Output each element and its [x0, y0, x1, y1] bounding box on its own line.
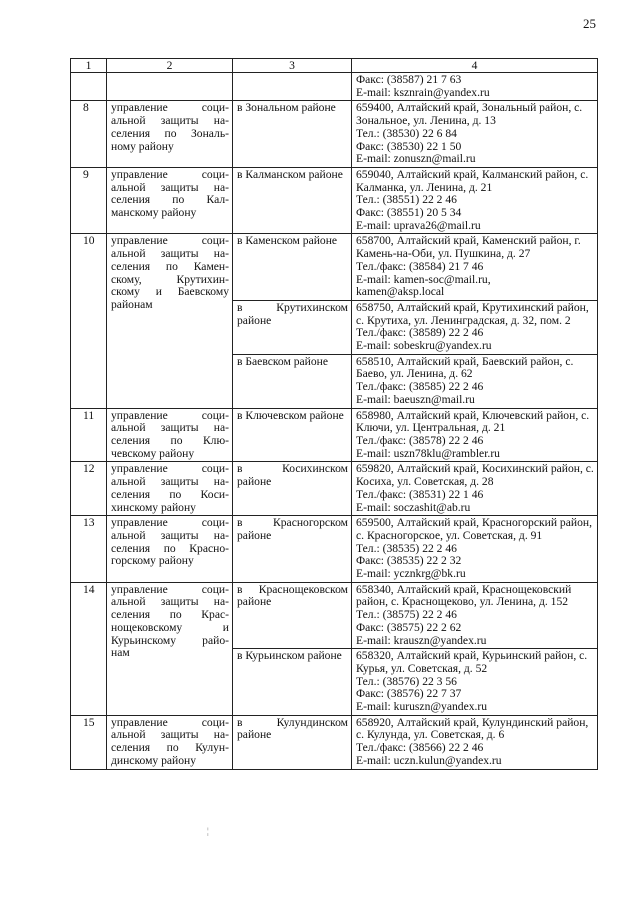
district-name: в Красногорском районе [233, 516, 352, 583]
contact-line: Факс: (38575) 22 2 62 [356, 620, 462, 634]
agency-name [107, 462, 233, 516]
district-name: в Краснощековском районе [233, 582, 352, 649]
district-name: в Кулундинском районе [233, 715, 352, 769]
agency-line: ному району [111, 139, 174, 153]
row-number: 8 [71, 101, 107, 168]
agency-line: альной защиты на- [111, 247, 229, 261]
agency-line: альной защиты на- [111, 528, 229, 542]
district-name: в Зональном районе [233, 101, 352, 168]
agency-line: селения по Красно- [111, 541, 229, 555]
contact-info [352, 649, 598, 716]
district-name: в Калманском районе [233, 167, 352, 234]
contact-line: Тел.: (38576) 22 3 56 [356, 674, 457, 688]
row-number: 13 [71, 516, 107, 583]
agency-line: управление соци- [111, 408, 229, 422]
table-row [71, 462, 598, 516]
contact-line: Факс: (38551) 20 5 34 [356, 206, 462, 220]
table-row [71, 167, 598, 234]
contact-line: E-mail: uprava26@mail.ru [356, 218, 481, 232]
agency-name [107, 582, 233, 715]
contact-line: E-mail: ycznkrg@bk.ru [356, 567, 466, 581]
contact-line: E-mail: sobeskru@yandex.ru [356, 339, 492, 353]
agency-line: альной защиты на- [111, 180, 229, 194]
district-name: в Крутихинском районе [233, 300, 352, 354]
contact-line: Тел./факс: (38531) 22 1 46 [356, 487, 484, 501]
row-number: 12 [71, 462, 107, 516]
contact-info [352, 462, 598, 516]
column-number: 1 [71, 59, 107, 73]
table-row [71, 715, 598, 769]
agency-line: управление соци- [111, 715, 229, 729]
agency-name [107, 73, 233, 101]
agency-line: Курьинскому райо- [111, 633, 229, 647]
agency-line: горскому району [111, 554, 194, 568]
contact-line: Факс: (38587) 21 7 63 [356, 73, 462, 86]
row-number: 11 [71, 408, 107, 462]
agency-line: манскому району [111, 206, 197, 220]
contact-line: Факс: (38576) 22 7 37 [356, 687, 462, 701]
agency-line: селения по Коси- [111, 487, 229, 501]
contact-line: Тел./факс: (38584) 21 7 46 [356, 259, 484, 273]
contact-line: E-mail: uszn78klu@rambler.ru [356, 446, 500, 460]
district-name [233, 73, 352, 101]
column-number: 2 [107, 59, 233, 73]
contact-info [352, 300, 598, 354]
contact-info [352, 234, 598, 301]
agency-line: селения по Камен- [111, 259, 229, 273]
agency-line: селения по Кал- [111, 193, 229, 207]
agency-line: селения по Зональ- [111, 126, 229, 140]
contact-line: Тел.: (38575) 22 2 46 [356, 608, 457, 622]
row-number: 14 [71, 582, 107, 715]
contact-line: E-mail: uczn.kulun@yandex.ru [356, 753, 502, 767]
agency-line: скому, Крутихин- [111, 272, 229, 286]
contact-line: E-mail: soczashit@ab.ru [356, 500, 471, 514]
contact-line: 658340, Алтайский край, Краснощековский район, с. Краснощеково, ул. Ленина, д. 152 [356, 582, 572, 609]
contact-line: Тел./факс: (38589) 22 2 46 [356, 326, 484, 340]
page-number: 25 [583, 16, 596, 31]
table-row [71, 101, 598, 168]
agency-line: управление соци- [111, 167, 229, 181]
contact-info [352, 582, 598, 649]
district-name: в Косихинском районе [233, 462, 352, 516]
contact-line: Факс: (38535) 22 2 32 [356, 554, 462, 568]
contact-info [352, 73, 598, 101]
contact-line: E-mail: baeuszn@mail.ru [356, 392, 475, 406]
contact-line: Тел./факс: (38585) 22 2 46 [356, 380, 484, 394]
table-row [71, 582, 598, 649]
district-name: в Ключевском районе [233, 408, 352, 462]
agency-line: нощековскому и [111, 620, 229, 634]
row-number [71, 73, 107, 101]
agency-line: альной защиты на- [111, 421, 229, 435]
table-row [71, 408, 598, 462]
contact-line: E-mail: zonuszn@mail.ru [356, 152, 476, 166]
agency-line: управление соци- [111, 101, 229, 115]
agency-name [107, 715, 233, 769]
agency-line: районам [111, 297, 153, 311]
district-name: в Курьинском районе [233, 649, 352, 716]
district-name: в Каменском районе [233, 234, 352, 301]
agency-line: управление соци- [111, 462, 229, 476]
contact-info [352, 408, 598, 462]
agency-line: альной защиты на- [111, 728, 229, 742]
contact-line: E-mail: krauszn@yandex.ru [356, 633, 487, 647]
contact-line: 658320, Алтайский край, Курьинский район, с. Курья, ул. Советская, д. 52 [356, 649, 588, 675]
column-number-row [71, 59, 598, 73]
contact-line: 658980, Алтайский край, Ключевский район, с. Ключи, ул. Центральная, д. 21 [356, 408, 590, 435]
district-name: в Баевском районе [233, 354, 352, 408]
scan-mark: ¦ [207, 826, 209, 836]
agency-name [107, 234, 233, 408]
agency-line: управление соци- [111, 582, 229, 596]
agency-line: альной защиты на- [111, 475, 229, 489]
column-number: 4 [352, 59, 598, 73]
social-protection-offices-table [70, 58, 598, 770]
contact-line: kamen@aksp.local [356, 285, 445, 299]
contact-info [352, 167, 598, 234]
table-row [71, 516, 598, 583]
contact-info [352, 101, 598, 168]
contact-line: E-mail: kuruszn@yandex.ru [356, 700, 488, 714]
agency-name [107, 167, 233, 234]
row-number: 9 [71, 167, 107, 234]
agency-line: скому и Баевскому [111, 285, 229, 299]
row-number: 15 [71, 715, 107, 769]
contact-line: 658700, Алтайский край, Каменский район, г. Камень-на-Оби, ул. Пушкина, д. 27 [356, 234, 581, 261]
row-number: 10 [71, 234, 107, 408]
agency-name [107, 516, 233, 583]
contact-line: Факс: (38530) 22 1 50 [356, 139, 462, 153]
agency-name [107, 101, 233, 168]
agency-name [107, 408, 233, 462]
contact-line: 659400, Алтайский край, Зональный район, с. Зональное, ул. Ленина, д. 13 [356, 101, 583, 128]
contact-line: 658510, Алтайский край, Баевский район, с. Баево, ул. Ленина, д. 62 [356, 354, 574, 381]
contact-info [352, 715, 598, 769]
agency-line: хинскому району [111, 500, 196, 514]
contact-line: E-mail: kamen-soc@mail.ru, [356, 272, 491, 286]
agency-line: селения по Кулун- [111, 741, 229, 755]
column-number: 3 [233, 59, 352, 73]
contact-line: Тел.: (38551) 22 2 46 [356, 193, 457, 207]
agency-line: селения по Крас- [111, 608, 229, 622]
table-row [71, 234, 598, 301]
contact-line: Тел./факс: (38566) 22 2 46 [356, 741, 484, 755]
agency-line: чевскому району [111, 446, 195, 460]
agency-line: управление соци- [111, 516, 229, 530]
contact-info [352, 354, 598, 408]
contact-line: Тел./факс: (38578) 22 2 46 [356, 433, 484, 447]
agency-line: селения по Клю- [111, 433, 229, 447]
contact-line: 659040, Алтайский край, Калманский район, с. Калманка, ул. Ленина, д. 21 [356, 167, 589, 194]
contact-line: 658920, Алтайский край, Кулундинский район, с. Кулунда, ул. Советская, д. 6 [356, 715, 589, 742]
contact-info [352, 516, 598, 583]
contact-line: Тел.: (38530) 22 6 84 [356, 126, 457, 140]
agency-line: управление соци- [111, 234, 229, 248]
contact-line: Тел.: (38535) 22 2 46 [356, 541, 457, 555]
agency-line: динскому району [111, 753, 197, 767]
agency-line: альной защиты на- [111, 595, 229, 609]
agency-line: альной защиты на- [111, 114, 229, 128]
contact-line: 658750, Алтайский край, Крутихинский район, с. Крутиха, ул. Ленинградская, д. 32, пом. 2 [356, 300, 589, 327]
agency-line: нам [111, 646, 130, 660]
contact-line: E-mail: ksznrain@yandex.ru [356, 85, 490, 99]
contact-line: 659500, Алтайский край, Красногорский район, с. Красногорское, ул. Советская, д. 91 [356, 516, 592, 542]
table-body [71, 59, 598, 770]
contact-line: 659820, Алтайский край, Косихинский район, с. Косиха, ул. Советская, д. 28 [356, 462, 594, 489]
table-row [71, 73, 598, 101]
